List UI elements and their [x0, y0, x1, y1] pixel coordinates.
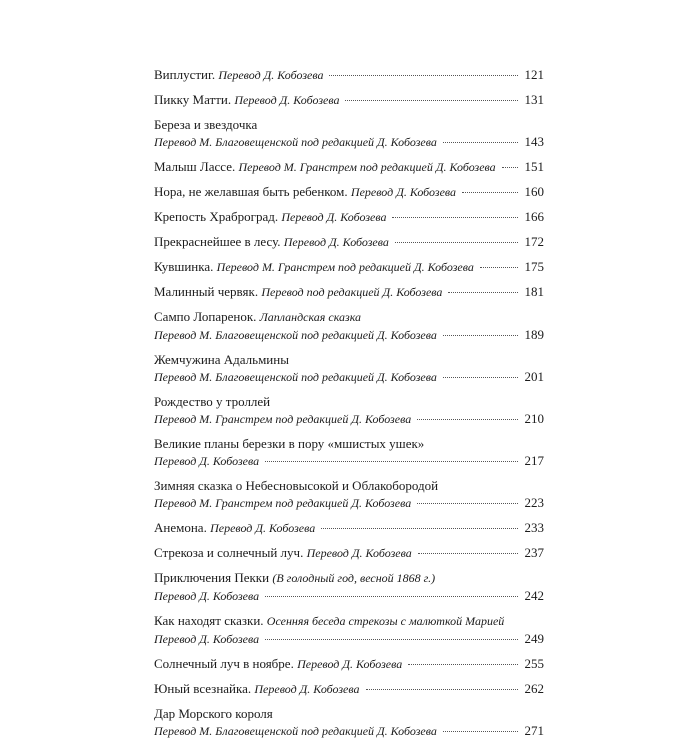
toc-title: Береза и звездочка: [154, 117, 258, 132]
toc-title: Крепость Храброград.: [154, 209, 279, 224]
toc-line: [154, 233, 544, 251]
toc-entry[interactable]: [154, 308, 544, 344]
toc-entry[interactable]: [154, 544, 544, 562]
toc-entry[interactable]: [154, 477, 544, 512]
toc-translator: Перевод Д. Кобозева: [350, 185, 457, 199]
toc-translator-line: [154, 326, 544, 344]
toc-entry[interactable]: [154, 435, 544, 470]
toc-entry[interactable]: [154, 705, 544, 740]
toc-translator: Перевод Д. Кобозева: [306, 546, 412, 560]
toc-title: Жемчужина Адальмины: [154, 352, 289, 367]
dot-leader: [462, 191, 518, 193]
toc-page-number: 172: [524, 234, 544, 249]
toc-text: [154, 91, 339, 109]
toc-subtitle: (В голодный год, весной 1868 г.): [272, 571, 436, 585]
toc-page-number: 255: [524, 656, 544, 671]
toc-subtitle: Осенняя беседа стрекозы с малюткой Марией: [266, 614, 505, 628]
toc-translator: Перевод Д. Кобозева: [283, 235, 389, 249]
toc-text: [154, 519, 315, 537]
toc-line: [154, 183, 544, 201]
toc-text: [154, 258, 474, 276]
toc-page-number: 131: [524, 92, 544, 107]
toc-title: Пикку Матти.: [154, 92, 232, 107]
toc-title: Малыш Лассе.: [154, 159, 236, 174]
toc-title-line: [154, 569, 544, 587]
toc-translator: Перевод Д. Кобозева: [218, 68, 324, 82]
toc-title-line: [154, 351, 544, 368]
toc-translator: Перевод М. Благовещенской под редакцией Д. Кобозева: [154, 724, 437, 738]
dot-leader: [395, 241, 518, 243]
toc-line: [154, 283, 544, 301]
toc-title: Приключения Пекки: [154, 570, 270, 585]
toc-translator-line: [154, 133, 544, 151]
toc-title: Кувшинка.: [154, 259, 214, 274]
toc-page-number: 181: [524, 284, 544, 299]
dot-leader: [366, 688, 518, 690]
toc-translator: Перевод Д. Кобозева: [210, 521, 316, 535]
toc-entry[interactable]: [154, 116, 544, 151]
toc-translator: Перевод Д. Кобозева: [154, 454, 260, 468]
dot-leader: [265, 595, 518, 597]
toc-line: [154, 544, 544, 562]
toc-entry[interactable]: [154, 680, 544, 698]
toc-page-number: 271: [524, 723, 544, 738]
dot-leader: [321, 527, 518, 529]
toc-title-line: [154, 477, 544, 494]
toc-page-number: 223: [524, 495, 544, 510]
toc-title: Нора, не желавшая быть ребенком.: [154, 184, 348, 199]
toc-translator: Перевод М. Гранстрем под редакцией Д. Кобозева: [216, 260, 474, 274]
dot-leader: [345, 99, 518, 101]
toc-title: Рождество у троллей: [154, 394, 271, 409]
toc-translator: Перевод М. Гранстрем под редакцией Д. Кобозева: [154, 412, 412, 426]
dot-leader: [480, 266, 518, 268]
toc-page-number: 242: [524, 588, 544, 603]
toc-page-number: 189: [524, 327, 544, 342]
toc-entry[interactable]: [154, 612, 544, 648]
toc-entry[interactable]: [154, 183, 544, 201]
toc-title: Прекраснейшее в лесу.: [154, 234, 281, 249]
toc-translator-line: [154, 494, 544, 512]
toc-title: Юный всезнайка.: [154, 681, 252, 696]
toc-title: Дар Морского короля: [154, 706, 273, 721]
dot-leader: [329, 74, 518, 76]
dot-leader: [448, 291, 518, 293]
toc-translator: Перевод Д. Кобозева: [281, 210, 387, 224]
toc-text: [154, 158, 496, 176]
toc-line: [154, 680, 544, 698]
toc-page-number: 143: [524, 134, 544, 149]
toc-text: [154, 233, 389, 251]
toc-entry[interactable]: [154, 283, 544, 301]
toc-translator: Перевод М. Гранстрем под редакцией Д. Кобозева: [238, 160, 496, 174]
toc-page-number: 175: [524, 259, 544, 274]
toc-translator-line: [154, 722, 544, 740]
dot-leader: [418, 552, 518, 554]
dot-leader: [417, 418, 518, 420]
table-of-contents: [154, 66, 544, 740]
toc-title: Виплустиг.: [154, 67, 216, 82]
toc-translator: Перевод под редакцией Д. Кобозева: [261, 285, 443, 299]
toc-text: [154, 283, 442, 301]
toc-text: [154, 66, 323, 84]
dot-leader: [443, 141, 518, 143]
toc-title-line: [154, 116, 544, 133]
toc-translator-line: [154, 368, 544, 386]
toc-page-number: 160: [524, 184, 544, 199]
toc-line: [154, 258, 544, 276]
toc-line: [154, 91, 544, 109]
toc-translator: Перевод Д. Кобозева: [154, 632, 260, 646]
toc-subtitle: Лапландская сказка: [259, 310, 362, 324]
toc-entry[interactable]: [154, 258, 544, 276]
toc-page-number: 217: [524, 453, 544, 468]
toc-page-number: 166: [524, 209, 544, 224]
toc-translator: Перевод Д. Кобозева: [297, 657, 403, 671]
toc-entry[interactable]: [154, 158, 544, 176]
toc-entry[interactable]: [154, 393, 544, 428]
dot-leader: [408, 663, 518, 665]
toc-page-number: 249: [524, 631, 544, 646]
dot-leader: [443, 730, 518, 732]
dot-leader: [417, 502, 518, 504]
toc-title-line: [154, 705, 544, 722]
toc-title: Анемона.: [154, 520, 207, 535]
toc-text: [154, 183, 456, 201]
toc-line: [154, 655, 544, 673]
toc-page-number: 233: [524, 520, 544, 535]
toc-translator: Перевод Д. Кобозева: [154, 589, 260, 603]
toc-entry[interactable]: [154, 351, 544, 386]
toc-translator-line: [154, 587, 544, 605]
toc-title: Великие планы березки в пору «мшистых ушек»: [154, 436, 425, 451]
toc-page-number: 121: [524, 67, 544, 82]
dot-leader: [265, 460, 518, 462]
toc-line: [154, 158, 544, 176]
toc-text: [154, 655, 402, 673]
toc-line: [154, 208, 544, 226]
toc-translator: Перевод М. Благовещенской под редакцией Д. Кобозева: [154, 328, 437, 342]
toc-title: Сампо Лопаренок.: [154, 309, 257, 324]
toc-entry[interactable]: [154, 91, 544, 109]
dot-leader: [392, 216, 518, 218]
toc-entry[interactable]: [154, 233, 544, 251]
dot-leader: [443, 334, 518, 336]
toc-title: Малинный червяк.: [154, 284, 259, 299]
toc-page-number: 151: [524, 159, 544, 174]
toc-text: [154, 680, 360, 698]
toc-entry[interactable]: [154, 208, 544, 226]
toc-translator: Перевод М. Гранстрем под редакцией Д. Кобозева: [154, 496, 412, 510]
toc-text: [154, 208, 386, 226]
toc-translator-line: [154, 452, 544, 470]
toc-text: [154, 544, 412, 562]
toc-entry[interactable]: [154, 66, 544, 84]
toc-title: Солнечный луч в ноябре.: [154, 656, 294, 671]
toc-translator-line: [154, 630, 544, 648]
toc-line: [154, 66, 544, 84]
toc-entry[interactable]: [154, 569, 544, 605]
toc-title-line: [154, 435, 544, 452]
toc-title-line: [154, 393, 544, 410]
toc-translator: Перевод М. Благовещенской под редакцией Д. Кобозева: [154, 135, 437, 149]
dot-leader: [265, 638, 518, 640]
toc-entry[interactable]: [154, 655, 544, 673]
toc-title-line: [154, 612, 544, 630]
toc-translator: Перевод М. Благовещенской под редакцией Д. Кобозева: [154, 370, 437, 384]
toc-translator-line: [154, 410, 544, 428]
toc-page-number: 201: [524, 369, 544, 384]
toc-entry[interactable]: [154, 519, 544, 537]
toc-title: Стрекоза и солнечный луч.: [154, 545, 304, 560]
toc-page-number: 210: [524, 411, 544, 426]
toc-title-line: [154, 308, 544, 326]
toc-translator: Перевод Д. Кобозева: [234, 93, 340, 107]
dot-leader: [502, 166, 518, 168]
toc-title: Зимняя сказка о Небесновысокой и Облакобородой: [154, 478, 439, 493]
toc-translator: Перевод Д. Кобозева: [254, 682, 360, 696]
dot-leader: [443, 376, 518, 378]
toc-page-number: 262: [524, 681, 544, 696]
toc-page-number: 237: [524, 545, 544, 560]
toc-title: Как находят сказки.: [154, 613, 264, 628]
toc-line: [154, 519, 544, 537]
